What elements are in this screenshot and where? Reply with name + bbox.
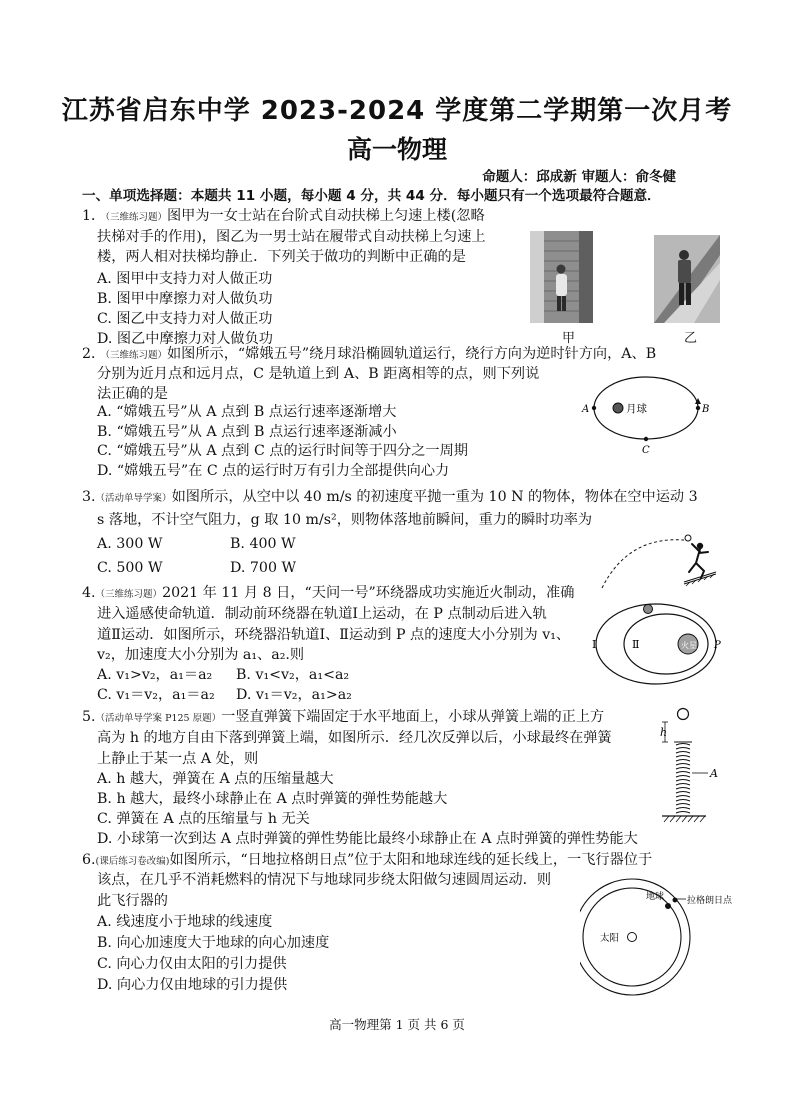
q6-stem-line-1 — [82, 850, 652, 872]
q2-stem-line-1 — [82, 344, 656, 366]
q5-option-c: C. 弹簧在 A 点的压缩量与 h 无关 — [97, 811, 310, 827]
q2-option-c: C. “嫦娥五号”从 A 点到 C 点的运行时间等于四分之一周期 — [97, 443, 468, 459]
figure-label-jia: 甲 — [562, 331, 576, 346]
q2-tag: （三维练习题） — [105, 350, 167, 361]
orbit-i-label: Ⅰ — [592, 638, 597, 651]
point-p-label: P — [714, 640, 721, 651]
sun-label: 太阳 — [600, 933, 620, 944]
point-c-label: C — [642, 445, 650, 456]
q5-stem-1: 一竖直弹簧下端固定于水平地面上，小球从弹簧上端的正上方 — [221, 709, 605, 725]
q3-option-c: C. 500 W — [97, 560, 163, 576]
q3-option-b: B. 400 W — [230, 536, 296, 552]
exam-subtitle: 高一物理 — [346, 135, 447, 164]
q3-stem-2: s 落地，不计空气阻力，g 取 10 m/s²，则物体落地前瞬间，重力的瞬时功率为 — [97, 512, 593, 528]
q3-option-a: A. 300 W — [97, 536, 163, 552]
exam-title: 江苏省启东中学 2023-2024 学度第二学期第一次月考 — [61, 96, 733, 126]
sun — [628, 933, 637, 942]
q2-option-d: D. “嫦娥五号”在 C 点的运行时万有引力全部提供向心力 — [97, 463, 450, 479]
q6-stem-1: 如图所示，“日地拉格朗日点”位于太阳和地球连线的延长线上，一飞行器位于 — [169, 852, 653, 868]
q1-option-a: A. 图甲中支持力对人做正功 — [97, 271, 273, 287]
point-b-label: B — [702, 404, 710, 415]
q4-stem-3: 道Ⅱ运动．如图所示，环绕器沿轨道Ⅰ、Ⅱ运动到 P 点的速度大小分别为 v₁、 — [97, 627, 571, 643]
q2-stem-1: 如图所示，“嫦娥五号”绕月球沿椭圆轨道运行，绕行方向为逆时针方向，A、B — [166, 346, 657, 362]
mars-label: 火星 — [681, 641, 697, 650]
height-h-label: h — [660, 726, 668, 739]
q2-option-b: B. “嫦娥五号”从 A 点到 B 点运行速率逐渐减小 — [97, 424, 397, 440]
q5-tag: （活动单导学案 P125 原题） — [95, 713, 222, 724]
q1-stem-1: 图甲为一女士站在台阶式自动扶梯上匀速上楼(忽略 — [166, 208, 485, 224]
figure-label-yi: 乙 — [684, 331, 698, 346]
q4-option-d: D. v₁＝v₂，a₁>a₂ — [236, 687, 352, 703]
q6-stem-2: 该点，在几乎不消耗燃料的情况下与地球同步绕太阳做匀速圆周运动．则 — [97, 872, 552, 888]
q6-option-b: B. 向心加速度大于地球的向心加速度 — [97, 935, 330, 951]
q3-tag: （活动单导学案） — [95, 493, 172, 504]
q6-stem-3: 此飞行器的 — [97, 893, 168, 909]
q1-number: 1． — [82, 208, 106, 224]
mars-orbit-figure — [586, 598, 726, 688]
q6-option-d: D. 向心力仅由地球的引力提供 — [97, 977, 288, 993]
q6-option-a: A. 线速度小于地球的线速度 — [97, 914, 273, 930]
spring-figure — [656, 702, 736, 828]
lagrange-point — [673, 898, 678, 903]
section-heading: 一、单项选择题：本题共 11 小题，每小题 4 分，共 44 分．每小题只有一个选项最符合题意． — [82, 188, 661, 204]
q4-stem-1: 2021 年 11 月 8 日，“天问一号”环绕器成功实施近火制动，准确 — [162, 585, 575, 601]
moon-orbit-figure — [580, 368, 720, 458]
exam-authors: 命题人：邱成新 审题人：俞冬健 — [482, 169, 676, 185]
earth — [665, 903, 671, 909]
q4-stem-line-1 — [82, 583, 574, 605]
lagrange-figure — [580, 875, 772, 1000]
projectile-figure — [600, 530, 718, 592]
q3-stem-line-1 — [82, 487, 698, 509]
q6-tag: (课后练习卷改编) — [95, 856, 170, 867]
spring-coil — [674, 742, 692, 813]
q5-option-a: A. h 越大，弹簧在 A 点的压缩量越大 — [97, 771, 334, 787]
point-a-label: A — [710, 767, 718, 780]
q6-number: 6. — [82, 852, 96, 868]
trajectory-dashed — [602, 540, 684, 588]
q5-stem-line-1 — [82, 707, 604, 729]
q2-number: 2． — [82, 346, 106, 362]
q4-option-a: A. v₁>v₂，a₁＝a₂ — [97, 667, 213, 683]
q1-option-b: B. 图甲中摩擦力对人做负功 — [97, 291, 273, 307]
q5-option-d: D. 小球第一次到达 A 点时弹簧的弹性势能比最终小球静止在 A 点时弹簧的弹性势能大 — [97, 831, 638, 847]
q2-stem-2: 分别为近月点和远月点，C 是轨道上到 A、B 距离相等的点，则下列说 — [97, 366, 540, 382]
q4-option-c: C. v₁＝v₂，a₁＝a₂ — [97, 687, 215, 703]
ball — [678, 709, 689, 720]
orbit-ii-label: Ⅱ — [632, 638, 640, 651]
escalator-photo-yi — [654, 235, 720, 323]
q2-stem-3: 法正确的是 — [97, 386, 168, 402]
q1-stem-2: 扶梯对手的作用)，图乙为一男士站在履带式自动扶梯上匀速上 — [97, 229, 486, 245]
page-footer: 高一物理第 1 页 共 6 页 — [329, 1017, 465, 1032]
q3-option-d: D. 700 W — [230, 560, 297, 576]
q3-stem-1: 如图所示，从空中以 40 m/s 的初速度平抛一重为 10 N 的物体，物体在空中运动 3 — [171, 489, 698, 505]
q1-stem-line-1 — [82, 206, 485, 228]
escalator-photo-jia — [530, 231, 593, 323]
q5-number: 5. — [82, 709, 96, 725]
q4-tag: （三维练习题） — [95, 589, 163, 600]
q1-option-d: D. 图乙中摩擦力对人做负功 — [97, 331, 273, 347]
q4-stem-2: 进入遥感使命轨道．制动前环绕器在轨道Ⅰ上运动，在 P 点制动后进入轨 — [97, 606, 547, 622]
q1-option-c: C. 图乙中支持力对人做正功 — [97, 311, 273, 327]
q5-stem-3: 上静止于某一点 A 处，则 — [97, 751, 259, 767]
q4-option-b: B. v₁<v₂，a₁<a₂ — [236, 667, 350, 683]
q5-option-b: B. h 越大，最终小球静止在 A 点时弹簧的弹性势能越大 — [97, 791, 448, 807]
moon-dot — [613, 403, 623, 413]
q4-stem-4: v₂，加速度大小分别为 a₁、a₂.则 — [97, 647, 305, 663]
orbiter — [644, 605, 653, 614]
q1-stem-3: 楼，两人相对扶梯均静止．下列关于做功的判断中正确的是 — [97, 249, 466, 265]
q4-number: 4. — [82, 585, 96, 601]
q1-tag: （三维练习题） — [105, 212, 167, 223]
thrower-figure — [689, 544, 708, 578]
earth-label: 地球 — [646, 892, 665, 902]
q5-stem-2: 高为 h 的地方自由下落到弹簧上端，如图所示．经几次反弹以后，小球最终在弹簧 — [97, 730, 612, 746]
q3-number: 3. — [82, 489, 96, 505]
moon-label: 月球 — [626, 403, 647, 415]
point-a-label: A — [582, 404, 590, 415]
lagrange-label: 拉格朗日点 — [687, 896, 733, 906]
q2-option-a: A. “嫦娥五号”从 A 点到 B 点运行速率逐渐增大 — [97, 404, 397, 420]
q6-option-c: C. 向心力仅由太阳的引力提供 — [97, 956, 287, 972]
